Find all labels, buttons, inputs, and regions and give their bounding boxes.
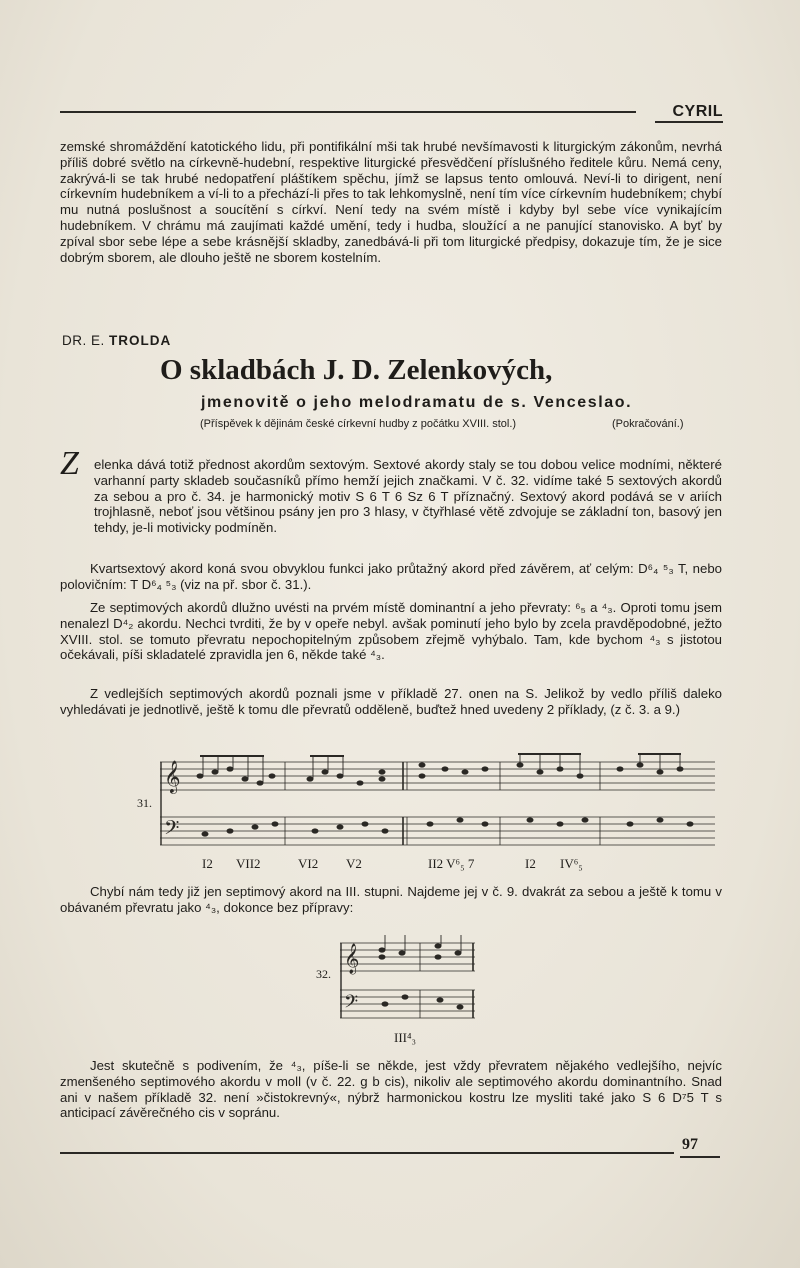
paragraph-septim: Ze septimových akordů dlužno uvésti na prvém místě dominantní a jeho převraty: ⁶₅ a ⁴₃. Oproti tomu jsem nenalezl D⁴₂ akordu. Nechci tvrditi, že by v opeře nebyl. avšak pominutí jeho bylo by zcela pravděpodobné, ježto XVIII. stol. se tomuto převratu nepochopitelným způsobem zřejmě vyhýbalo. Tam, kde bychom ⁴₃ s jistotou očekávali, píši skladatelé zpravidla jen 6, někde také ⁴₃. (60, 600, 722, 663)
example-32-number: 32. (316, 967, 331, 981)
paragraph-conclusion: Jest skutečně s podivením, že ⁴₃, píše-li se někde, jest vždy převratem nějakého vedlejšího, nejvíc zmenšeného septimového akordu v moll (v č. 22. g b cis), nikoliv ale septimového akordu dominantního. Snad ani v našem příkladě 32. není »čistokrevný«, nýbrž harmonickou kostru lze mysliti také jako S 6 D⁷5 T s anticipací závěrečného cis v sopránu. (60, 1058, 722, 1121)
author-name: TROLDA (109, 333, 172, 348)
footer-rule-under (680, 1156, 720, 1158)
svg-text:𝄞: 𝄞 (344, 944, 360, 974)
chord-label: VII2 (236, 856, 261, 871)
footer-rule (60, 1152, 674, 1154)
running-title: CYRIL (672, 103, 723, 120)
header-rule-under (655, 121, 723, 123)
chord-label: VI2 (298, 856, 319, 871)
continuation-note: (Pokračování.) (612, 418, 684, 430)
chord-label: II2 V⁶₅ 7 (428, 856, 475, 871)
page-number: 97 (682, 1136, 698, 1153)
article-title: O skladbách J. D. Zelenkových, (160, 354, 553, 386)
drop-cap: Z (60, 445, 79, 482)
chord-label: III⁴₃ (394, 1030, 417, 1045)
chord-label: IV⁶₅ (560, 856, 583, 871)
example-31-number: 31. (137, 796, 152, 810)
header-rule (60, 111, 636, 113)
chord-label: I2 (202, 856, 213, 871)
article-note: (Příspěvek k dějinám české církevní hudby z počátku XVIII. stol.) (200, 418, 517, 430)
music-example-32 (340, 935, 480, 1025)
svg-text:𝄞: 𝄞 (164, 760, 181, 793)
svg-text:𝄢: 𝄢 (164, 816, 180, 844)
chord-label: V2 (346, 856, 362, 871)
paragraph-sext-chords: elenka dává totiž přednost akordům sextovým. Sextové akordy staly se tou dobou velice modními, některé varhanní party skladeb současníků přímo hemží jejich značkami. V č. 32. vidíme také 5 sextových akordů za sebou a pro č. 34. je harmonický motiv S 6 T 6 Sz 6 T příznačný. Sextový akord podává se v ariích trojhlasně, neboť jsou většinou psány jen pro 3 hlasy, v čtyřhlasé větě zdvojuje se základní ton, basový jen tehdy, je-li motivicky podmíněn. (94, 457, 722, 536)
paragraph-third-degree: Chybí nám tedy již jen septimový akord na III. stupni. Najdeme jej v č. 9. dvakrát za sebou a ještě k tomu v obávaném převratu jako ⁴₃, dokonce bez přípravy: (60, 884, 722, 915)
music-example-31 (160, 752, 720, 852)
chord-label: I2 (525, 856, 536, 871)
article-subtitle: jmenovitě o jeho melodramatu de s. Venceslao. (201, 394, 633, 411)
article-author (62, 333, 171, 348)
svg-text:𝄢: 𝄢 (344, 992, 359, 1017)
paragraph-quartsext: Kvartsextový akord koná svou obvyklou funkci jako průtažný akord před závěrem, ať celým: D⁶₄ ⁵₃ T, nebo polovičním: T D⁶₄ ⁵₃ (viz na př. sbor č. 31.). (60, 561, 722, 592)
paragraph-secondary-septim: Z vedlejších septimových akordů poznali jsme v příkladě 27. onen na S. Jelikož by vedlo příliš daleko vyhledávati je jednotlivě, ještě k tomu dle převratů odděleně, buďtež hned uvedeny 2 příklady, (z č. 3. a 9.) (60, 686, 722, 717)
paragraph-liturgy: zemské shromáždění katotického lidu, při pontifikální mši tak hrubé nevšímavosti k liturgickým zákonům, nevrhá příliš dobré světlo na církevně-hudební, respektive liturgické přesvědčení příslušného ředitele kůru. Nemá ceny, zakrývá-li se tak hrubé nedopatření pláštíkem spěchu, jímž se lapsus tento omlouvá. Neví-li to dirigent, není církevním hudebníkem a ví-li to a přechází-li přes to tak lehkomyslně, není tím více církevním hudebníkem; chybí mu nutná poslušnost a soucítění s církví. Není tedy na svém místě i kdyby byl sebe více vynikajícím hudebníkem. V chrámu má zaujímati každé umění, tedy i hudba, sloužící a ne panující stanovisko. A byť by zpíval sbor sebe lépe a sebe krásnější skladby, zanedbává-li při tom liturgické předpisy, dokazuje tím, že je sice dobrým sborem, ale dlouho ještě ne sborem kostelním. (60, 139, 722, 265)
author-prefix: DR. E. (62, 333, 105, 348)
